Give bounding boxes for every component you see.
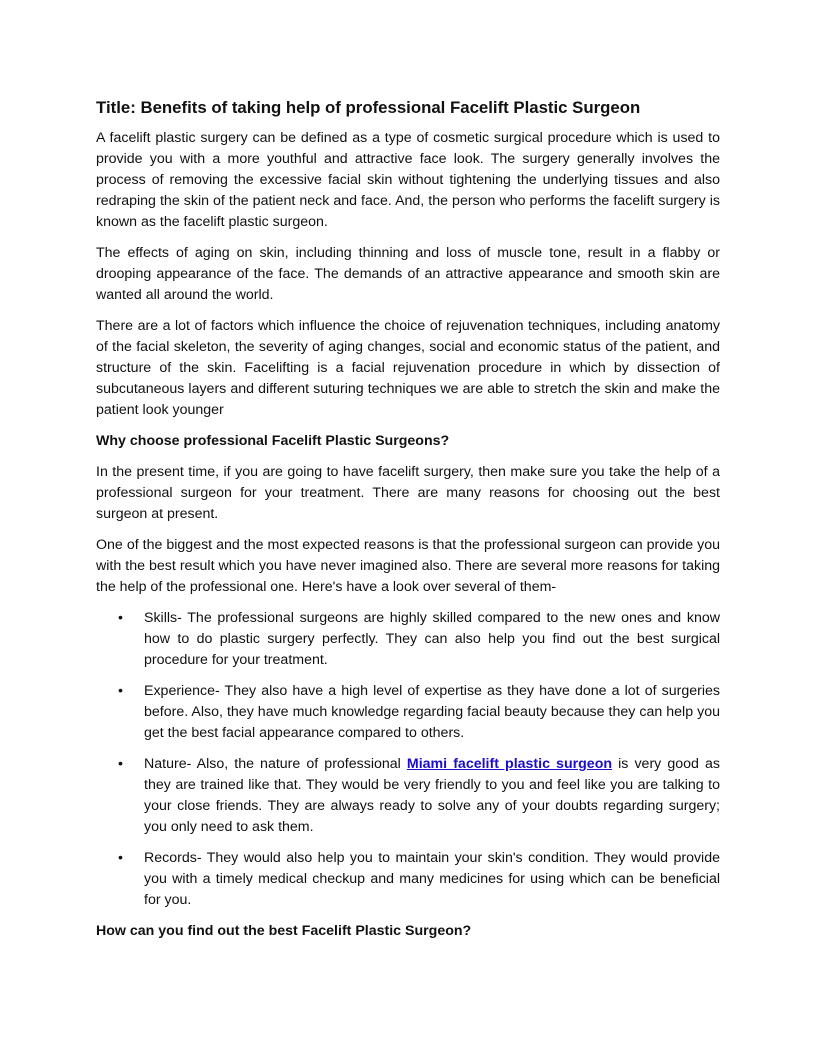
list-item [96,608,720,671]
paragraph: A facelift plastic surgery can be defined as a type of cosmetic surgical procedure which is used to provide you with a more youthful and attractive face look. The surgery generally involves the process of removing the excessive facial skin without tightening the underlying tissues and also redraping the skin of the patient neck and face. And, the person who performs the facelift surgery is known as the facelift plastic surgeon. [96,130,720,230]
document-title: Title: Benefits of taking help of professional Facelift Plastic Surgeon [96,98,641,117]
list-item-text: is very good as they are trained like that. They would be very friendly to you and feel like you are talking to your close friends. They are always ready to solve any of your doubts regarding surgery; you only need to ask them. [144,756,720,835]
bullet-icon: • [118,756,123,772]
section-heading: Why choose professional Facelift Plastic Surgeons? [96,433,450,449]
paragraph: There are a lot of factors which influence the choice of rejuvenation techniques, including anatomy of the facial skeleton, the severity of aging changes, social and economic status of the patient, and structure of the skin. Facelifting is a facial rejuvenation procedure in which by dissection of subcutaneous layers and different suturing techniques we are able to stretch the skin and make the patient look younger [96,318,720,418]
list-item-text: Nature- Also, the nature of professional [144,756,407,772]
paragraph: One of the biggest and the most expected reasons is that the professional surgeon can provide you with the best result which you have never imagined also. There are several more reasons for taking the help of the professional one. Here's have a look over several of them- [96,537,720,595]
paragraph: In the present time, if you are going to have facelift surgery, then make sure you take the help of a professional surgeon for your treatment. There are many reasons for choosing out the best surgeon at present. [96,464,720,522]
list-item-text: Experience- They also have a high level of expertise as they have done a lot of surgeries before. Also, they have much knowledge regarding facial beauty because they can help you get the best facial appearance compared to others. [144,683,720,741]
list-item-text: Skills- The professional surgeons are highly skilled compared to the new ones and know how to do plastic surgery perfectly. They can also help you find out the best surgical procedure for your treatment. [144,610,720,668]
miami-surgeon-link[interactable]: Miami facelift plastic surgeon [406,756,613,772]
bullet-icon: • [118,850,123,866]
section-heading: How can you find out the best Facelift Plastic Surgeon? [96,923,472,939]
list-item-text: Records- They would also help you to maintain your skin's condition. They would provide you with a timely medical checkup and many medicines for using which can be beneficial for you. [144,850,720,908]
reasons-list [96,608,720,911]
list-item [96,681,720,744]
bullet-icon: • [118,683,123,699]
document-page [96,96,720,952]
paragraph: The effects of aging on skin, including thinning and loss of muscle tone, result in a flabby or drooping appearance of the face. The demands of an attractive appearance and smooth skin are wanted all around the world. [96,245,720,303]
list-item [96,754,720,838]
bullet-icon: • [118,610,123,626]
list-item [96,848,720,911]
